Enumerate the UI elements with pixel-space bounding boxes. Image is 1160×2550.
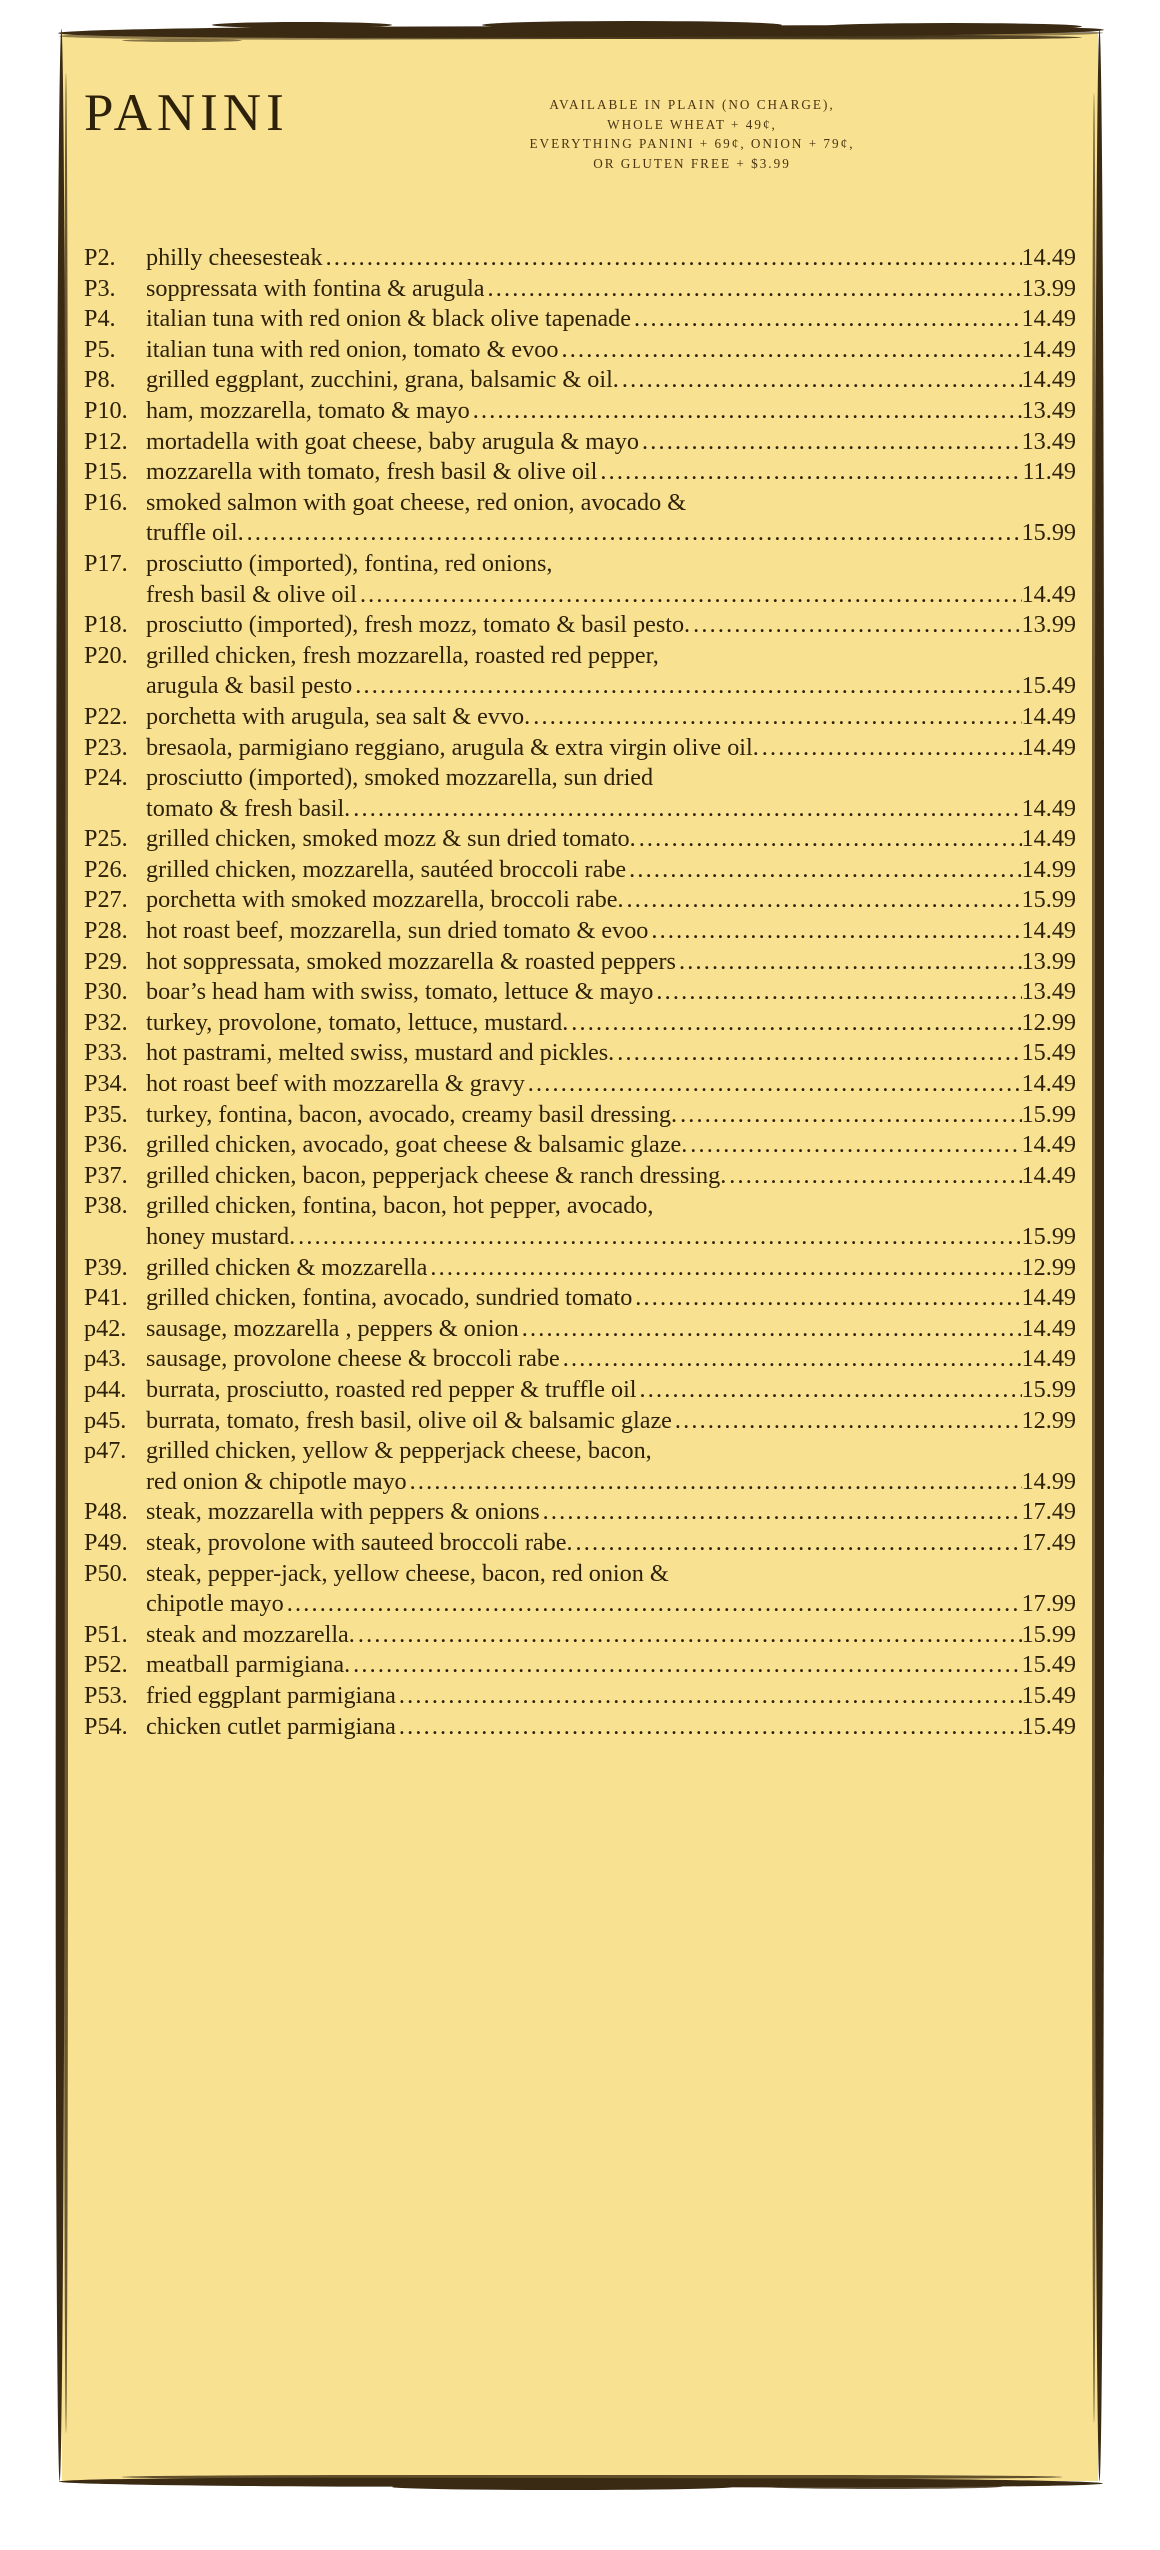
menu-item-price: 14.49 xyxy=(1021,733,1076,761)
menu-item-description: arugula & basil pesto xyxy=(146,672,353,700)
menu-item-description: grilled chicken, mozzarella, sautéed broccoli rabe xyxy=(146,855,627,883)
dot-leader xyxy=(353,794,1021,818)
menu-item-line xyxy=(84,1528,1076,1559)
menu-item-price: 17.49 xyxy=(1021,1498,1076,1526)
border-left-brushstroke xyxy=(55,29,66,2481)
menu-item-description: turkey, fontina, bacon, avocado, creamy basil dressing. xyxy=(146,1100,678,1128)
menu-item-description: grilled chicken, fontina, avocado, sundried tomato xyxy=(146,1284,633,1312)
dot-leader xyxy=(651,916,1021,940)
menu-item-code: P36. xyxy=(84,1131,128,1159)
menu-item xyxy=(84,1712,1076,1743)
dot-leader xyxy=(358,1620,1022,1644)
menu-item-price: 14.49 xyxy=(1021,366,1076,394)
menu-item-line xyxy=(84,1375,1076,1406)
menu-item xyxy=(84,855,1076,886)
menu-item-line xyxy=(84,610,1076,641)
menu-item-code: P2. xyxy=(84,244,116,271)
menu-item-price: 14.49 xyxy=(1021,1131,1076,1159)
menu-item-price: 14.99 xyxy=(1021,1467,1076,1495)
menu-item-line xyxy=(84,396,1076,427)
menu-item-description: grilled chicken & mozzarella xyxy=(146,1253,428,1281)
menu-item-line xyxy=(84,1650,1076,1681)
border-paint-fleck xyxy=(482,21,782,29)
menu-item xyxy=(84,457,1076,488)
menu-item-description: fried eggplant parmigiana xyxy=(146,1681,396,1709)
menu-item-description: prosciutto (imported), smoked mozzarella, sun dried xyxy=(146,764,654,792)
menu-item xyxy=(84,1375,1076,1406)
menu-item-line xyxy=(84,824,1076,855)
border-left-brushstroke-2 xyxy=(64,73,68,2433)
menu-item-description: chicken cutlet parmigiana xyxy=(146,1712,396,1740)
menu-item-line xyxy=(84,549,1076,580)
menu-item-description: mortadella with goat cheese, baby arugula & mayo xyxy=(146,427,639,455)
menu-item-description: chipotle mayo xyxy=(146,1590,284,1618)
menu-item-code: P8. xyxy=(84,366,116,394)
dot-leader xyxy=(410,1467,1022,1491)
menu-item-line xyxy=(84,365,1076,396)
menu-item-description: mozzarella with tomato, fresh basil & olive oil xyxy=(146,458,598,486)
menu-item-price: 17.99 xyxy=(1021,1590,1076,1618)
menu-item-line xyxy=(84,916,1076,947)
menu-item-code: P22. xyxy=(84,702,128,730)
menu-item-price: 14.49 xyxy=(1021,1161,1076,1189)
menu-item-price: 14.49 xyxy=(1021,917,1076,945)
menu-item-price: 15.49 xyxy=(1021,672,1076,700)
menu-item-price: 14.49 xyxy=(1021,1345,1076,1373)
menu-item-code: p43. xyxy=(84,1345,127,1373)
menu-item-description: steak, mozzarella with peppers & onions xyxy=(146,1498,540,1526)
menu-card xyxy=(62,33,1098,2481)
menu-item-price: 15.49 xyxy=(1021,1681,1076,1709)
menu-item-description: prosciutto (imported), fresh mozz, tomato & basil pesto. xyxy=(146,611,691,639)
menu-item-description: sausage, provolone cheese & broccoli rabe xyxy=(146,1345,560,1373)
dot-leader xyxy=(430,1253,1021,1277)
menu-item-line xyxy=(84,1161,1076,1192)
menu-item-description: grilled chicken, fontina, bacon, hot pepper, avocado, xyxy=(146,1192,654,1220)
menu-item-line xyxy=(84,335,1076,366)
menu-item-code: p42. xyxy=(84,1314,127,1342)
menu-item-code: P28. xyxy=(84,917,128,945)
menu-item xyxy=(84,304,1076,335)
bread-options-note xyxy=(362,95,1022,173)
menu-item xyxy=(84,1406,1076,1437)
dot-leader xyxy=(729,1161,1021,1185)
menu-item-line-continuation xyxy=(84,1467,1076,1498)
dot-leader xyxy=(399,1712,1022,1736)
menu-item-description: grilled eggplant, zucchini, grana, balsamic & oil. xyxy=(146,366,619,394)
menu-item-description: burrata, prosciutto, roasted red pepper & truffle oil xyxy=(146,1375,637,1403)
menu-item-description: steak, provolone with sauteed broccoli rabe. xyxy=(146,1528,573,1556)
menu-item-description: prosciutto (imported), fontina, red onions, xyxy=(146,549,553,577)
menu-item-price: 14.49 xyxy=(1021,702,1076,730)
menu-item-code: P52. xyxy=(84,1651,128,1679)
menu-item-code: P24. xyxy=(84,764,128,792)
menu-item-code: P27. xyxy=(84,886,128,914)
menu-item-price: 15.49 xyxy=(1021,1712,1076,1740)
menu-item-line xyxy=(84,1283,1076,1314)
dot-leader xyxy=(693,610,1021,634)
menu-item-price: 15.99 xyxy=(1021,519,1076,547)
menu-item-description: meatball parmigiana. xyxy=(146,1651,351,1679)
menu-item-price: 15.99 xyxy=(1021,1100,1076,1128)
menu-item-description: soppressata with fontina & arugula xyxy=(146,274,485,302)
menu-item xyxy=(84,1650,1076,1681)
menu-item xyxy=(84,947,1076,978)
menu-item-code: P30. xyxy=(84,978,128,1006)
menu-item-price: 15.99 xyxy=(1021,1223,1076,1250)
menu-item-line-continuation xyxy=(84,518,1076,549)
dot-leader xyxy=(473,396,1022,420)
menu-item-line xyxy=(84,457,1076,488)
border-bottom-brushstroke-2 xyxy=(122,2475,1062,2479)
menu-item xyxy=(84,1130,1076,1161)
menu-item-line xyxy=(84,1314,1076,1345)
border-top-brushstroke-2 xyxy=(182,33,1082,40)
menu-item xyxy=(84,335,1076,366)
menu-item-price: 14.49 xyxy=(1021,335,1076,363)
menu-item xyxy=(84,1559,1076,1620)
menu-item-description: porchetta with smoked mozzarella, broccoli rabe. xyxy=(146,886,624,914)
menu-item-price: 14.49 xyxy=(1021,1284,1076,1312)
menu-item xyxy=(84,1620,1076,1651)
menu-item-line xyxy=(84,1559,1076,1590)
dot-leader xyxy=(656,977,1021,1001)
menu-item-description: hot roast beef, mozzarella, sun dried tomato & evoo xyxy=(146,917,649,945)
bread-note-line-2: WHOLE WHEAT + 49¢, xyxy=(607,116,777,132)
dot-leader xyxy=(634,304,1022,328)
border-paint-fleck xyxy=(762,2484,1002,2489)
border-paint-fleck xyxy=(122,39,242,42)
menu-item-description: sausage, mozzarella , peppers & onion xyxy=(146,1314,519,1342)
dot-leader xyxy=(629,855,1021,879)
menu-item-description: hot soppressata, smoked mozzarella & roasted peppers xyxy=(146,947,676,975)
menu-item-price: 17.49 xyxy=(1021,1528,1076,1556)
dot-leader xyxy=(622,365,1022,389)
dot-leader xyxy=(353,1650,1021,1674)
border-bottom-brushstroke xyxy=(59,2477,1103,2488)
menu-item-price: 14.49 xyxy=(1021,1314,1076,1342)
menu-item-code: P35. xyxy=(84,1100,128,1128)
menu-item-line xyxy=(84,1253,1076,1284)
menu-item-code: P17. xyxy=(84,549,128,577)
bread-note-line-1: AVAILABLE IN PLAIN (NO CHARGE), xyxy=(549,97,835,112)
menu-item-code: p44. xyxy=(84,1375,127,1403)
menu-item xyxy=(84,488,1076,549)
menu-item xyxy=(84,549,1076,610)
menu-item-description: truffle oil. xyxy=(146,519,244,547)
menu-item-code: P39. xyxy=(84,1253,128,1281)
menu-item-code: P23. xyxy=(84,733,128,761)
menu-item xyxy=(84,1314,1076,1345)
menu-item xyxy=(84,1069,1076,1100)
menu-item xyxy=(84,1191,1076,1252)
menu-item xyxy=(84,824,1076,855)
menu-item-line xyxy=(84,947,1076,978)
menu-item-line xyxy=(84,1712,1076,1743)
menu-item xyxy=(84,1436,1076,1497)
menu-item-description: red onion & chipotle mayo xyxy=(146,1467,407,1495)
menu-item-price: 14.49 xyxy=(1021,825,1076,853)
menu-item-line xyxy=(84,274,1076,305)
border-top-brushstroke xyxy=(58,24,1104,38)
dot-leader xyxy=(571,1008,1021,1032)
menu-item xyxy=(84,885,1076,916)
menu-item-code: P49. xyxy=(84,1528,128,1556)
menu-item-code: P3. xyxy=(84,274,116,302)
menu-item xyxy=(84,733,1076,764)
menu-item-code: P10. xyxy=(84,396,128,424)
menu-item-line xyxy=(84,1191,1076,1222)
menu-item xyxy=(84,1681,1076,1712)
menu-item-description: grilled chicken, yellow & pepperjack cheese, bacon, xyxy=(146,1437,652,1465)
menu-item-line xyxy=(84,1069,1076,1100)
menu-item-line xyxy=(84,855,1076,886)
menu-item-description: grilled chicken, avocado, goat cheese & balsamic glaze. xyxy=(146,1131,688,1159)
menu-item-line xyxy=(84,702,1076,733)
menu-item-code: P29. xyxy=(84,947,128,975)
dot-leader xyxy=(360,580,1022,604)
dot-leader xyxy=(690,1130,1021,1154)
menu-item xyxy=(84,365,1076,396)
menu-item-price: 11.49 xyxy=(1022,458,1076,486)
menu-item-code: P18. xyxy=(84,611,128,639)
menu-item-line-continuation xyxy=(84,671,1076,702)
dot-leader xyxy=(675,1406,1022,1430)
dot-leader xyxy=(642,427,1022,451)
menu-item-code: P38. xyxy=(84,1192,128,1220)
menu-item-price: 12.99 xyxy=(1021,1406,1076,1434)
menu-item-price: 14.49 xyxy=(1021,305,1076,333)
menu-item-price: 15.99 xyxy=(1021,1375,1076,1403)
menu-item xyxy=(84,641,1076,702)
bread-note-line-3: EVERYTHING PANINI + 69¢, ONION + 79¢, xyxy=(529,136,855,151)
menu-item-price: 15.99 xyxy=(1021,1620,1076,1648)
dot-leader xyxy=(399,1681,1022,1705)
menu-item-code: P12. xyxy=(84,427,128,455)
dot-leader xyxy=(563,1344,1022,1368)
menu-item-line xyxy=(84,1681,1076,1712)
menu-item-line-continuation xyxy=(84,580,1076,611)
menu-item-line xyxy=(84,488,1076,519)
page-title: PANINI xyxy=(84,84,289,142)
menu-item-line xyxy=(84,1038,1076,1069)
menu-item-line xyxy=(84,243,1076,274)
menu-item-code: P32. xyxy=(84,1008,128,1036)
menu-item-code: P16. xyxy=(84,488,128,516)
menu-item-line xyxy=(84,763,1076,794)
menu-item-price: 15.99 xyxy=(1021,886,1076,914)
menu-item-code: P20. xyxy=(84,641,128,669)
menu-item-description: tomato & fresh basil. xyxy=(146,794,351,822)
menu-item-code: P5. xyxy=(84,335,116,363)
menu-item-line xyxy=(84,304,1076,335)
menu-item-price: 14.49 xyxy=(1021,794,1076,822)
dot-leader xyxy=(528,1069,1022,1093)
menu-item-description: boar’s head ham with swiss, tomato, lettuce & mayo xyxy=(146,978,654,1006)
menu-item-line xyxy=(84,1130,1076,1161)
dot-leader xyxy=(639,824,1022,848)
menu-item-line xyxy=(84,977,1076,1008)
menu-item-code: P33. xyxy=(84,1039,128,1067)
menu-item-line xyxy=(84,1100,1076,1131)
dot-leader xyxy=(600,457,1022,481)
menu-item-description: fresh basil & olive oil xyxy=(146,580,357,608)
menu-item-line xyxy=(84,1497,1076,1528)
menu-item xyxy=(84,1283,1076,1314)
menu-item-code: P34. xyxy=(84,1070,128,1098)
menu-item-price: 15.49 xyxy=(1021,1651,1076,1679)
menu-item-price: 13.99 xyxy=(1021,947,1076,975)
dot-leader xyxy=(617,1038,1021,1062)
menu-item-price: 14.49 xyxy=(1021,580,1076,608)
menu-item-code: P53. xyxy=(84,1681,128,1709)
menu-item-description: grilled chicken, fresh mozzarella, roasted red pepper, xyxy=(146,641,659,669)
menu-item-code: P41. xyxy=(84,1284,128,1312)
menu-item-line xyxy=(84,1620,1076,1651)
menu-item-price: 12.99 xyxy=(1021,1253,1076,1281)
menu-item-code: P26. xyxy=(84,855,128,883)
dot-leader xyxy=(561,335,1021,359)
menu-item-price: 15.49 xyxy=(1021,1039,1076,1067)
dot-leader xyxy=(522,1314,1022,1338)
menu-item-line xyxy=(84,885,1076,916)
menu-item xyxy=(84,1008,1076,1039)
menu-item-description: burrata, tomato, fresh basil, olive oil & balsamic glaze xyxy=(146,1406,672,1434)
dot-leader xyxy=(627,885,1022,909)
border-paint-fleck xyxy=(392,2484,732,2490)
menu-item xyxy=(84,1344,1076,1375)
menu-item-list xyxy=(84,243,1076,1742)
dot-leader xyxy=(326,243,1022,267)
menu-item xyxy=(84,274,1076,305)
menu-item-price: 13.49 xyxy=(1021,396,1076,424)
dot-leader xyxy=(533,702,1021,726)
border-right-brushstroke-2 xyxy=(1092,93,1096,2423)
menu-item-code: P51. xyxy=(84,1620,128,1648)
menu-item xyxy=(84,1100,1076,1131)
menu-item-description: ham, mozzarella, tomato & mayo xyxy=(146,396,470,424)
menu-item xyxy=(84,427,1076,458)
menu-item-code: P25. xyxy=(84,825,128,853)
menu-item xyxy=(84,977,1076,1008)
dot-leader xyxy=(640,1375,1022,1399)
menu-item-price: 13.99 xyxy=(1021,611,1076,639)
menu-item-price: 14.49 xyxy=(1021,244,1076,271)
menu-item xyxy=(84,1161,1076,1192)
menu-item-line-continuation xyxy=(84,794,1076,825)
dot-leader xyxy=(635,1283,1021,1307)
menu-item xyxy=(84,1528,1076,1559)
menu-item-price: 13.99 xyxy=(1021,274,1076,302)
menu-item xyxy=(84,916,1076,947)
dot-leader xyxy=(355,671,1021,695)
menu-item-description: italian tuna with red onion, tomato & evoo xyxy=(146,335,559,363)
menu-item-code: p45. xyxy=(84,1406,127,1434)
menu-item-code: p47. xyxy=(84,1437,127,1465)
dot-leader xyxy=(680,1100,1022,1124)
menu-item-line-continuation xyxy=(84,1222,1076,1253)
menu-item-price: 14.99 xyxy=(1021,855,1076,883)
menu-item xyxy=(84,610,1076,641)
menu-item-description: hot pastrami, melted swiss, mustard and pickles. xyxy=(146,1039,615,1067)
menu-item xyxy=(84,1497,1076,1528)
menu-item-description: steak and mozzarella. xyxy=(146,1620,355,1648)
menu-item-line xyxy=(84,427,1076,458)
menu-item-description: steak, pepper-jack, yellow cheese, bacon, red onion & xyxy=(146,1559,669,1587)
menu-item-code: P48. xyxy=(84,1498,128,1526)
menu-item-description: bresaola, parmigiano reggiano, arugula & extra virgin olive oil. xyxy=(146,733,759,761)
menu-item-description: grilled chicken, smoked mozz & sun dried tomato. xyxy=(146,825,636,853)
menu-item-code: P54. xyxy=(84,1712,128,1740)
dot-leader xyxy=(679,947,1022,971)
dot-leader xyxy=(247,518,1022,542)
menu-item-description: porchetta with arugula, sea salt & evvo. xyxy=(146,702,531,730)
menu-item xyxy=(84,1038,1076,1069)
border-paint-fleck xyxy=(822,23,1082,30)
menu-item-code: P37. xyxy=(84,1161,128,1189)
menu-item-line-continuation xyxy=(84,1589,1076,1620)
menu-item-line xyxy=(84,1344,1076,1375)
menu-item-code: P50. xyxy=(84,1559,128,1587)
menu-item-description: smoked salmon with goat cheese, red onion, avocado & xyxy=(146,488,687,516)
dot-leader xyxy=(298,1222,1021,1246)
menu-item-line xyxy=(84,1008,1076,1039)
menu-item-description: hot roast beef with mozzarella & gravy xyxy=(146,1070,525,1098)
menu-item-description: grilled chicken, bacon, pepperjack cheese & ranch dressing. xyxy=(146,1161,727,1189)
menu-item-code: P4. xyxy=(84,305,116,333)
border-right-brushstroke xyxy=(1095,29,1104,2481)
dot-leader xyxy=(543,1497,1022,1521)
menu-item xyxy=(84,396,1076,427)
menu-item xyxy=(84,702,1076,733)
menu-item-description: turkey, provolone, tomato, lettuce, mustard. xyxy=(146,1008,569,1036)
menu-item-line xyxy=(84,733,1076,764)
menu-item-line xyxy=(84,641,1076,672)
menu-header xyxy=(62,69,1098,179)
dot-leader xyxy=(287,1589,1022,1613)
menu-item-description: italian tuna with red onion & black olive tapenade xyxy=(146,305,631,333)
menu-item-price: 14.49 xyxy=(1021,1070,1076,1098)
menu-item-code: P15. xyxy=(84,458,128,486)
dot-leader xyxy=(762,733,1022,757)
menu-item-price: 13.49 xyxy=(1021,978,1076,1006)
bread-note-line-4: OR GLUTEN FREE + $3.99 xyxy=(593,155,791,171)
border-paint-fleck xyxy=(212,22,392,28)
menu-item xyxy=(84,243,1076,274)
dot-leader xyxy=(488,274,1022,298)
menu-item-price: 13.49 xyxy=(1021,427,1076,455)
menu-item xyxy=(84,763,1076,824)
menu-item-description: honey mustard. xyxy=(146,1223,296,1250)
menu-item xyxy=(84,1253,1076,1284)
menu-item-price: 12.99 xyxy=(1021,1008,1076,1036)
menu-item-line xyxy=(84,1406,1076,1437)
menu-item-line xyxy=(84,1436,1076,1467)
dot-leader xyxy=(576,1528,1022,1552)
menu-item-description: philly cheesesteak xyxy=(146,244,323,271)
